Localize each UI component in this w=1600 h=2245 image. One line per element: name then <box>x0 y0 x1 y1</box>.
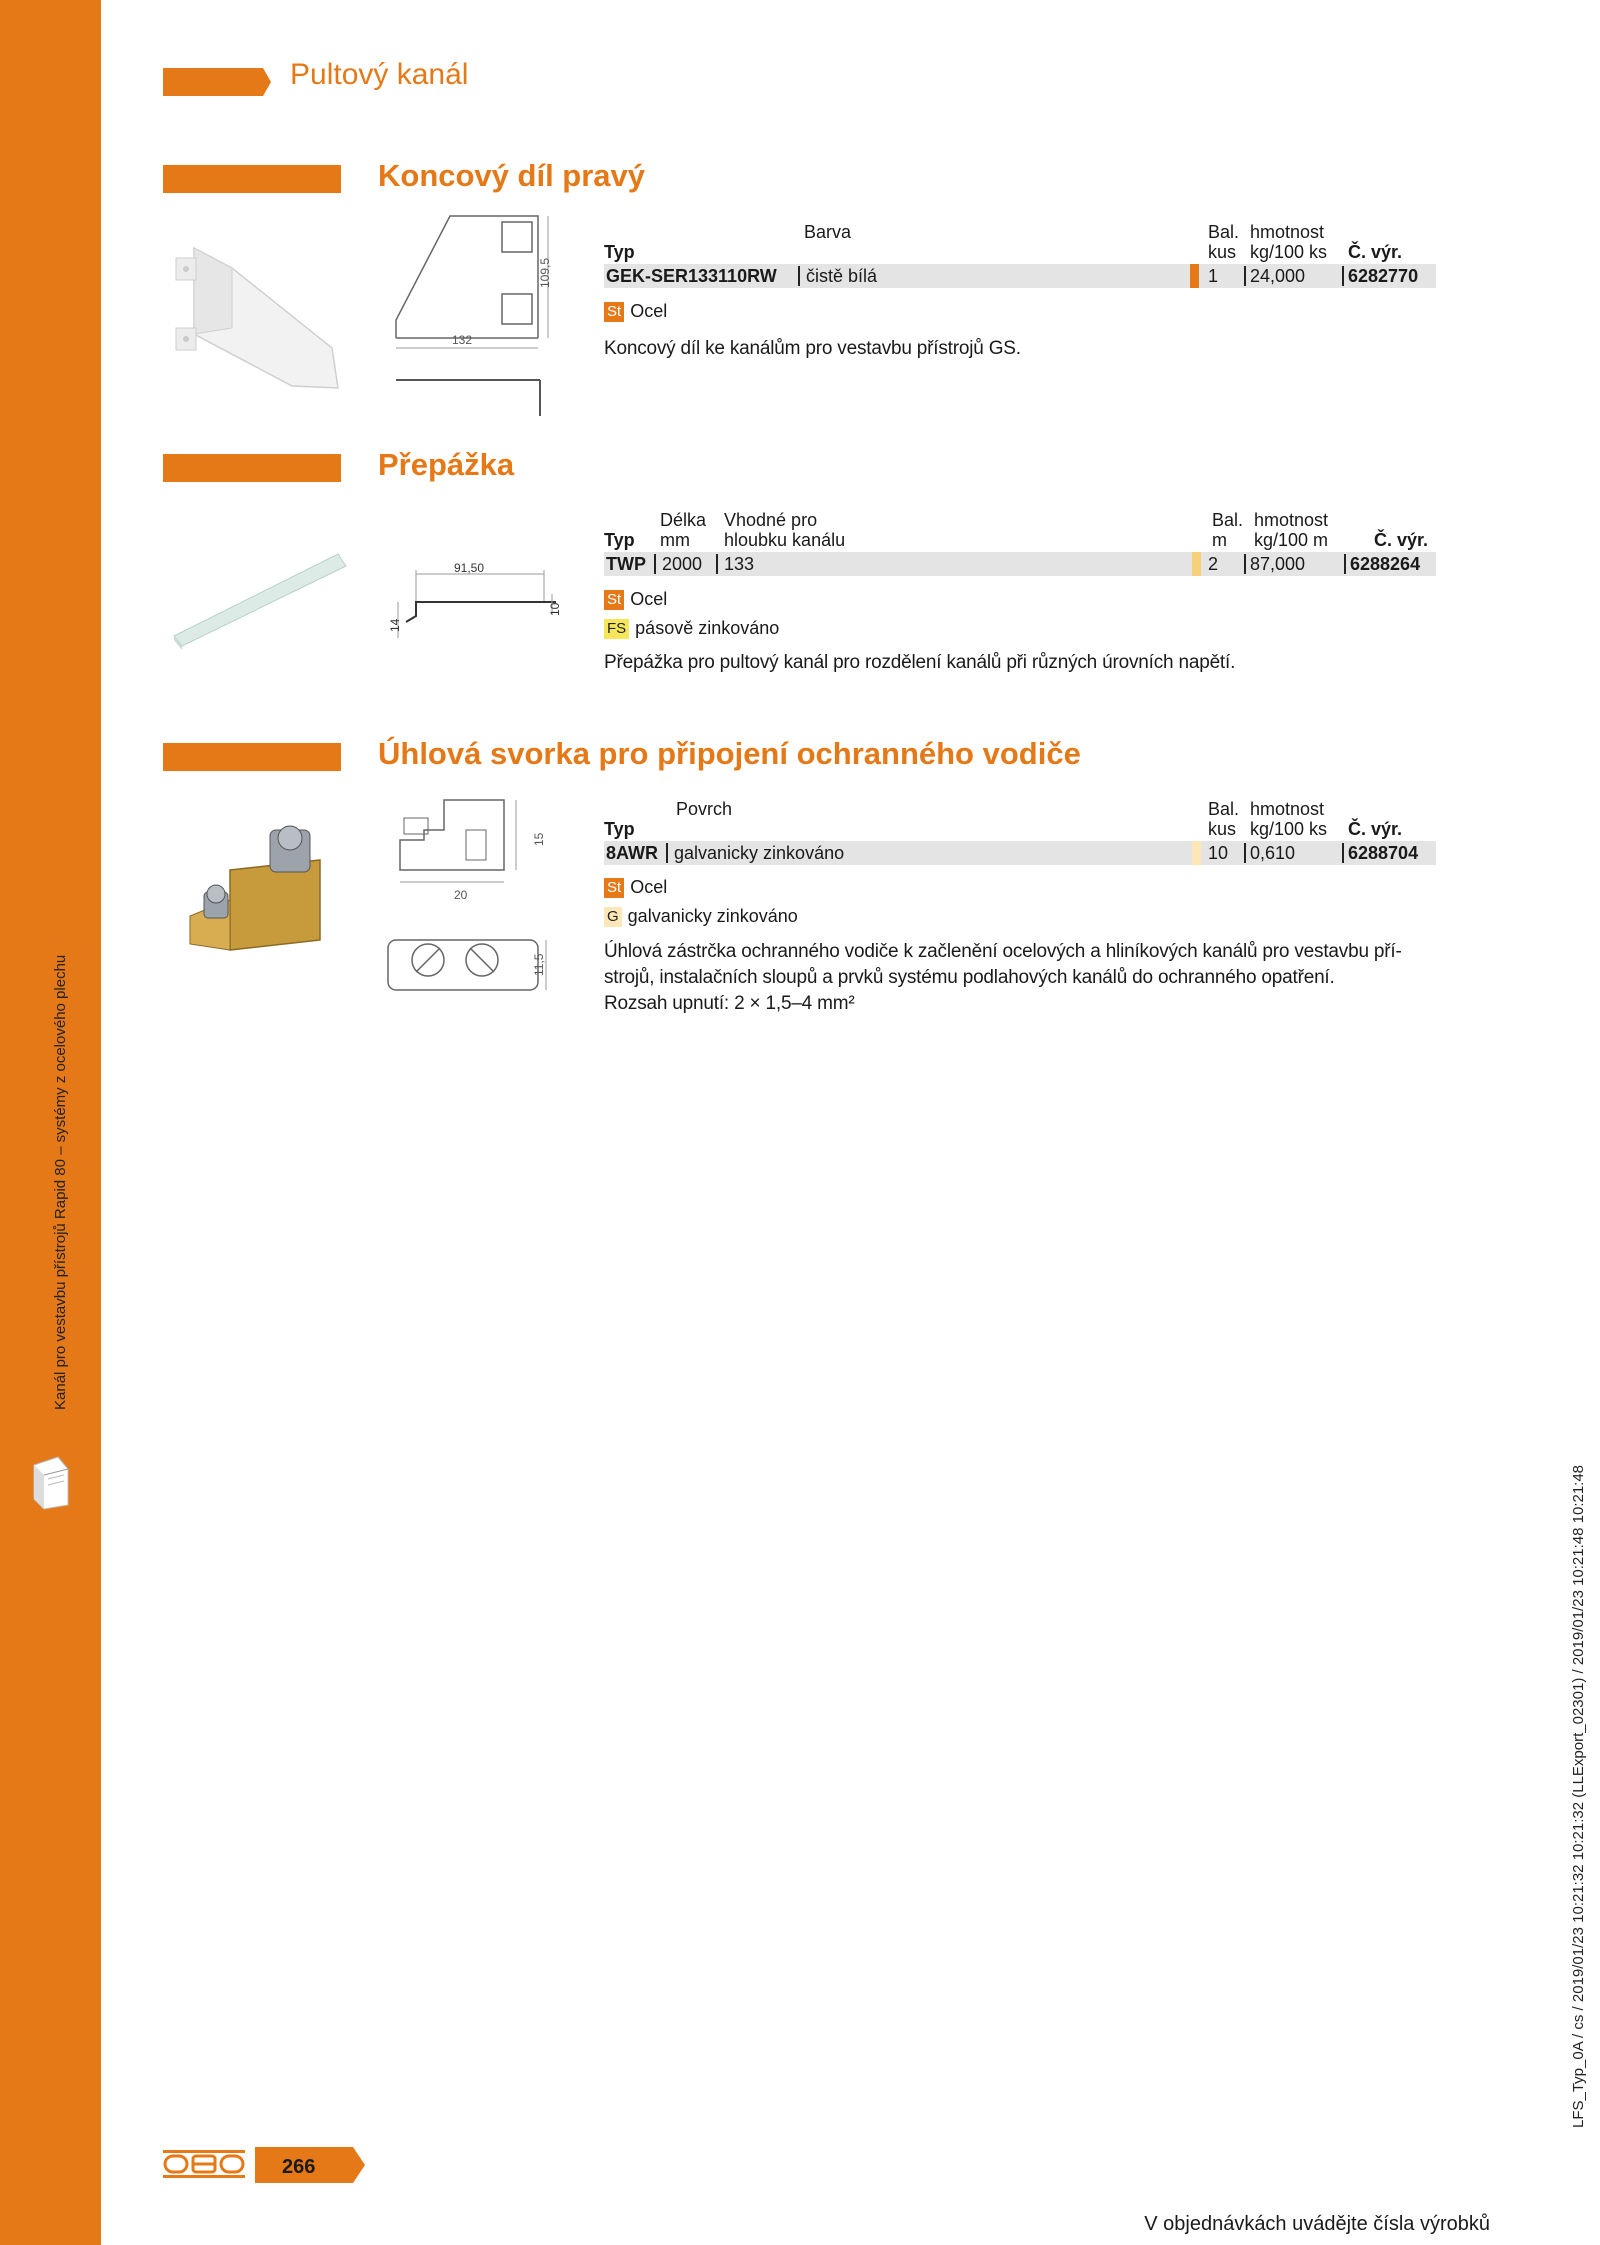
package-marker <box>1190 264 1199 288</box>
material-code: St <box>604 302 624 322</box>
product-table <box>604 222 1436 288</box>
drawing-right-label: 10 <box>548 602 562 616</box>
section-bar <box>163 454 341 482</box>
product-description: Koncový díl ke kanálům pro vestavbu přístrojů GS. <box>604 338 1021 359</box>
header-tab <box>163 68 271 96</box>
product-table <box>604 799 1436 865</box>
product-table <box>604 510 1436 576</box>
material-line: St Ocel <box>604 589 667 610</box>
footer-note: V objednávkách uvádějte čísla výrobků <box>1144 2213 1490 2235</box>
drawing-left-label: 14 <box>388 618 402 632</box>
print-metadata: LFS_Typ_0A / cs / 2019/01/23 10:21:32 10:21:32 (LLExport_02301) / 2019/01/23 10:21:48 10:21:48 <box>1570 1464 1587 2128</box>
package-marker <box>1192 841 1201 865</box>
section-title: Úhlová svorka pro připojení ochranného vodiče <box>378 736 1081 771</box>
sidebar <box>0 0 101 2245</box>
drawing-width-label: 91,50 <box>454 561 485 575</box>
page-number: 266 <box>282 2156 316 2178</box>
section-title: Přepážka <box>378 447 515 482</box>
section-bar <box>163 165 341 193</box>
material-code: FS <box>604 619 629 639</box>
product-description: Přepážka pro pultový kanál pro rozdělení kanálů při různých úrovních napětí. <box>604 652 1236 673</box>
section-title: Koncový díl pravý <box>378 158 646 193</box>
drawing-width-label: 20 <box>454 888 468 902</box>
material-line: St Ocel <box>604 877 667 898</box>
material-line: St Ocel <box>604 301 667 322</box>
drawing-height-label: 15 <box>532 832 546 846</box>
table-header: Povrch Typ Bal. kus hmotnost kg/100 ks Č. výr. <box>604 799 1403 839</box>
material-code: St <box>604 878 624 898</box>
end-piece-drawing <box>390 212 560 422</box>
drawing-width-label: 132 <box>452 333 473 347</box>
table-row: GEK-SER133110RW čistě bílá 1 24,000 6282770 <box>604 264 1436 288</box>
obo-logo <box>163 2150 245 2178</box>
drawing-height-label: 109,5 <box>538 257 552 288</box>
material-line: G galvanicky zinkováno <box>604 906 798 927</box>
table-header: Barva Typ Bal. kus hmotnost kg/100 ks Č. výr. <box>604 222 1403 262</box>
page-title: Pultový kanál <box>290 58 469 91</box>
table-row: 8AWR galvanicky zinkováno 10 0,610 6288704 <box>604 841 1436 865</box>
material-code: G <box>604 907 622 927</box>
channel-icon <box>28 1455 74 1511</box>
end-piece-photo <box>172 238 342 398</box>
partition-photo <box>170 550 350 650</box>
package-marker <box>1192 552 1201 576</box>
material-code: St <box>604 590 624 610</box>
drawing-side-height-label: 11,5 <box>532 953 546 976</box>
sidebar-vertical-text: Kanál pro vestavbu přístrojů Rapid 80 – systémy z ocelového plechu <box>52 954 69 1410</box>
section-bar <box>163 743 341 771</box>
clamp-photo <box>170 820 340 960</box>
material-line: FS pásově zinkováno <box>604 618 779 639</box>
product-description: Úhlová zástrčka ochranného vodiče k začlenění ocelových a hliníkových kanálů pro vestavbu pří- strojů, instalačních sloupů a prvků systému podlahových kanálů do ochranného opatření. Rozsah upnutí: 2 × 1,5–4 mm² <box>604 941 1402 1014</box>
table-header: Délka mm Vhodné pro hloubku kanálu Typ Bal. m hmotnost kg/100 m Č. výr. <box>604 510 1429 550</box>
table-row: TWP 2000 133 2 87,000 6288264 <box>604 552 1436 576</box>
